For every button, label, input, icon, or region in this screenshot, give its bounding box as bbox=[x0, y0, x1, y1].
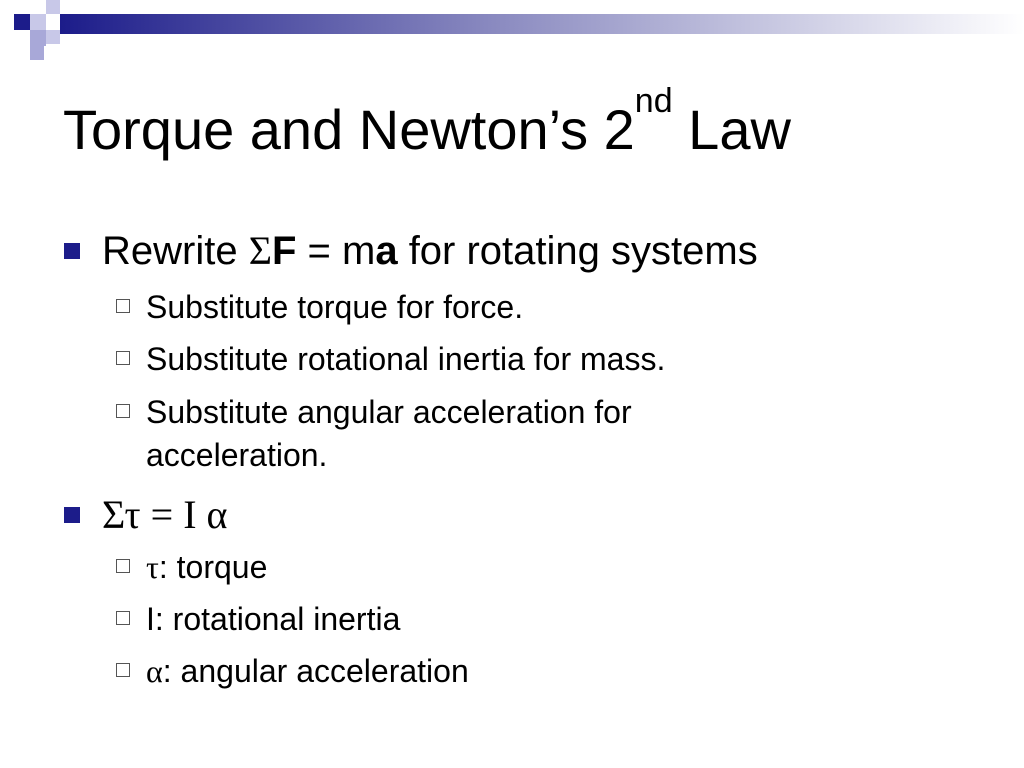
torque-formula: Στ = I α bbox=[102, 492, 228, 537]
bullet-formula bbox=[102, 490, 227, 540]
sigma-symbol: Σ bbox=[248, 228, 272, 273]
title-text-end: Law bbox=[672, 98, 791, 161]
sub-bullet-continuation bbox=[146, 433, 327, 478]
title-superscript: nd bbox=[634, 82, 673, 120]
checkbox-bullet-icon bbox=[116, 299, 130, 313]
bullet-text: Rewrite bbox=[102, 229, 249, 273]
sub-bullet-text: Substitute rotational inertia for mass. bbox=[146, 341, 666, 377]
force-symbol: F bbox=[271, 229, 297, 273]
square-bullet-icon bbox=[64, 507, 80, 523]
checkbox-bullet-icon bbox=[116, 663, 130, 677]
sub-bullet-text: : angular acceleration bbox=[162, 653, 469, 689]
sub-bullet bbox=[146, 597, 400, 642]
sub-bullet-text: I: rotational inertia bbox=[146, 601, 401, 637]
title-text: Torque and Newton’s 2 bbox=[63, 98, 635, 161]
checkbox-bullet-icon bbox=[116, 559, 130, 573]
checkbox-bullet-icon bbox=[116, 351, 130, 365]
square-bullet-icon bbox=[64, 243, 80, 259]
sub-bullet-text: Substitute torque for force. bbox=[146, 289, 524, 325]
sub-bullet bbox=[146, 390, 632, 435]
sub-bullet bbox=[146, 545, 267, 590]
slide-title bbox=[63, 82, 791, 168]
checkbox-bullet-icon bbox=[116, 611, 130, 625]
sub-bullet-text: : torque bbox=[158, 549, 268, 585]
accel-symbol: a bbox=[375, 229, 398, 273]
header-decoration bbox=[0, 0, 1024, 64]
sub-bullet bbox=[146, 649, 469, 694]
bullet-text: = m bbox=[296, 229, 376, 273]
sub-bullet bbox=[146, 285, 523, 330]
sub-bullet-text: Substitute angular acceleration for bbox=[146, 394, 632, 430]
alpha-symbol: α bbox=[146, 653, 163, 689]
bullet-text: for rotating systems bbox=[397, 229, 758, 273]
sub-bullet-text: acceleration. bbox=[146, 437, 328, 473]
bullet-rewrite bbox=[102, 226, 758, 276]
checkbox-bullet-icon bbox=[116, 404, 130, 418]
tau-symbol: τ bbox=[146, 549, 159, 585]
sub-bullet bbox=[146, 337, 665, 382]
